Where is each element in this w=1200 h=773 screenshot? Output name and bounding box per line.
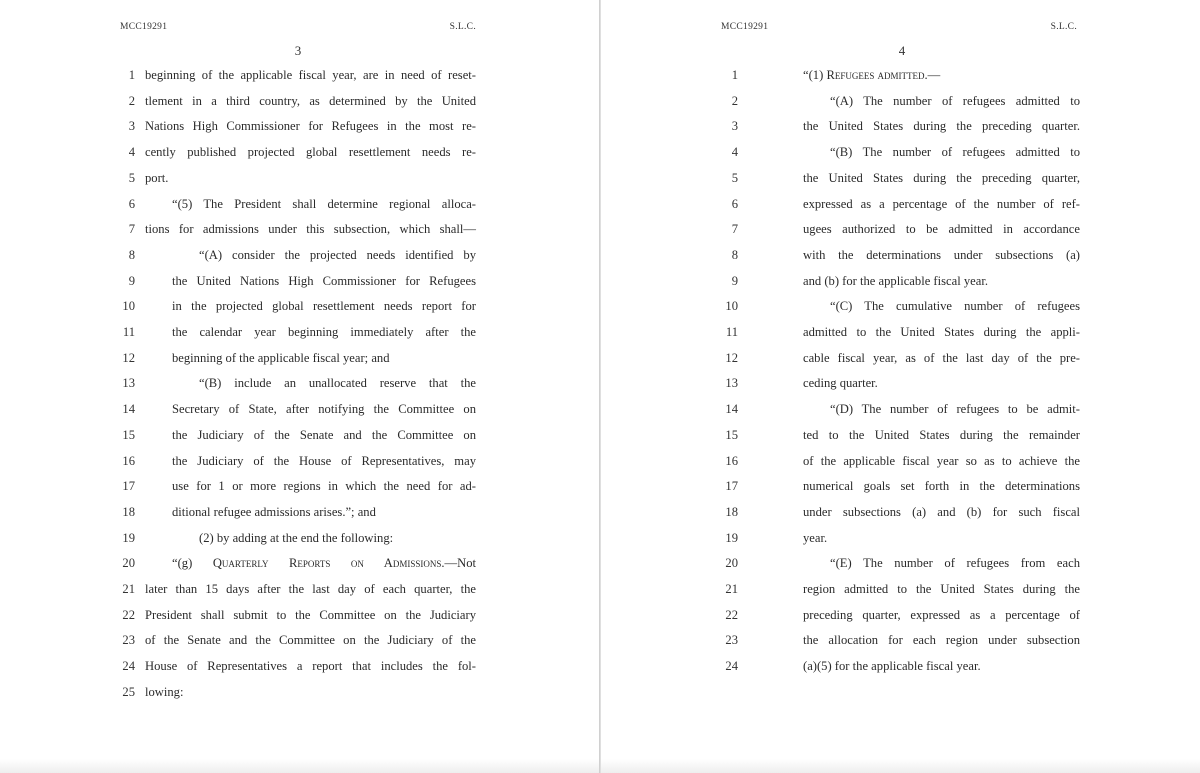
line-text: ceding quarter.	[803, 376, 878, 391]
text-line	[601, 373, 1200, 393]
text-line	[601, 219, 1200, 239]
line-text: tions for admissions under this subsection, which shall—	[145, 222, 476, 237]
line-text: the United States during the preceding quarter.	[803, 119, 1080, 134]
text-line	[0, 65, 599, 85]
line-number: 3	[731, 119, 738, 134]
line-number: 4	[731, 145, 738, 160]
line-text: the allocation for each region under subsection	[803, 633, 1080, 648]
line-number: 19	[725, 530, 738, 545]
page-number: 3	[294, 43, 302, 58]
text-line	[0, 245, 599, 265]
line-number: 4	[128, 145, 135, 160]
line-text: the United States during the preceding quarter,	[803, 170, 1080, 185]
line-text: numerical goals set forth in the determinations	[803, 479, 1080, 494]
text-line	[0, 630, 599, 650]
text-line	[0, 116, 599, 136]
text-line	[601, 656, 1200, 676]
line-text: the calendar year beginning immediately after the	[172, 325, 476, 339]
page-bottom-edge	[601, 759, 1200, 773]
page-number: 4	[898, 43, 906, 58]
line-number: 8	[128, 247, 135, 262]
line-number: 20	[122, 556, 135, 571]
text-line	[0, 322, 599, 342]
line-number: 7	[128, 222, 135, 237]
line-text: lowing:	[145, 684, 184, 699]
line-text: Nations High Commissioner for Refugees in the most re-	[145, 119, 476, 134]
line-text: beginning of the applicable fiscal year; and	[172, 350, 390, 365]
document-page-right	[601, 0, 1200, 773]
line-number: 11	[122, 325, 135, 339]
line-text: ugees authorized to be admitted in accordance	[803, 222, 1080, 237]
line-text: “(E) The number of refugees from each	[830, 556, 1080, 571]
line-number: 18	[725, 504, 738, 519]
text-line	[601, 296, 1200, 316]
line-number: 22	[725, 607, 738, 622]
line-text: of the Senate and the Committee on the Judiciary of the	[145, 633, 476, 648]
line-text: “(A) The number of refugees admitted to	[830, 93, 1080, 108]
line-number: 14	[725, 402, 738, 417]
line-text: of the applicable fiscal year so as to achieve the	[803, 453, 1080, 468]
text-line	[601, 579, 1200, 599]
text-line	[0, 476, 599, 496]
line-text: “(C) The cumulative number of refugees	[830, 299, 1080, 314]
line-number: 2	[128, 93, 135, 108]
slc-header: S.L.C.	[1050, 22, 1077, 32]
text-line	[0, 553, 599, 573]
line-number: 5	[731, 170, 738, 185]
line-number: 19	[122, 530, 135, 545]
line-number: 13	[122, 376, 135, 391]
text-line	[601, 399, 1200, 419]
line-number: 15	[122, 427, 135, 442]
text-line	[601, 116, 1200, 136]
document-id-header: MCC19291	[721, 22, 769, 32]
line-text: ditional refugee admissions arises.”; and	[172, 504, 376, 519]
line-number: 3	[128, 119, 135, 134]
line-text-prefix: “(g)	[172, 556, 213, 571]
line-number: 16	[122, 453, 135, 468]
line-number: 12	[122, 350, 135, 365]
text-line	[601, 168, 1200, 188]
line-text: tlement in a third country, as determined by the United	[145, 93, 476, 108]
line-text: the Judiciary of the Senate and the Committee on	[172, 427, 476, 442]
line-number: 17	[725, 479, 738, 494]
slc-header: S.L.C.	[449, 22, 476, 32]
text-line	[601, 91, 1200, 111]
line-text: admitted to the United States during the appli-	[803, 325, 1080, 339]
line-number: 9	[731, 273, 738, 288]
line-number: 1	[731, 68, 738, 82]
line-number: 20	[725, 556, 738, 571]
line-number: 24	[725, 659, 738, 674]
line-text: preceding quarter, expressed as a percentage of	[803, 607, 1080, 622]
text-line	[601, 65, 1200, 85]
line-text: President shall submit to the Committee on the Judiciary	[145, 607, 476, 622]
line-text: ted to the United States during the remainder	[803, 427, 1080, 442]
text-line	[0, 296, 599, 316]
line-number: 23	[122, 633, 135, 648]
text-line	[0, 528, 599, 548]
line-text: “(A) consider the projected needs identified by	[199, 247, 476, 262]
line-text-rest: .—	[924, 68, 941, 82]
page-bottom-edge	[0, 759, 599, 773]
line-number: 1	[128, 68, 135, 82]
line-text: region admitted to the United States during the	[803, 582, 1080, 596]
line-text: Secretary of State, after notifying the Committee on	[172, 402, 476, 417]
line-number: 23	[725, 633, 738, 648]
text-line	[0, 194, 599, 214]
text-line	[0, 348, 599, 368]
line-text: under subsections (a) and (b) for such fiscal	[803, 504, 1080, 519]
text-line	[601, 245, 1200, 265]
line-number: 15	[725, 427, 738, 442]
line-number: 6	[128, 196, 135, 211]
text-line	[0, 579, 599, 599]
line-number: 11	[725, 325, 738, 339]
line-text: port.	[145, 170, 169, 185]
line-number: 25	[122, 684, 135, 699]
line-text: (a)(5) for the applicable fiscal year.	[803, 659, 981, 674]
line-number: 21	[725, 582, 738, 596]
line-number: 6	[731, 196, 738, 211]
document-id-header: MCC19291	[120, 22, 168, 32]
line-number: 14	[122, 402, 135, 417]
line-number: 17	[122, 479, 135, 494]
line-text: (2) by adding at the end the following:	[199, 530, 394, 545]
line-text	[803, 65, 1080, 85]
text-line	[0, 91, 599, 111]
text-line	[601, 630, 1200, 650]
text-line	[601, 502, 1200, 522]
line-text: use for 1 or more regions in which the need for ad-	[172, 479, 476, 494]
line-number: 18	[122, 504, 135, 519]
text-line	[0, 656, 599, 676]
line-number: 10	[122, 299, 135, 314]
line-number: 10	[725, 299, 738, 314]
line-text: “(B) The number of refugees admitted to	[830, 145, 1080, 160]
text-line	[601, 142, 1200, 162]
line-text: the United Nations High Commissioner for Refugees	[172, 273, 476, 288]
text-line	[0, 271, 599, 291]
line-text: later than 15 days after the last day of each quarter, the	[145, 582, 476, 596]
line-number: 22	[122, 607, 135, 622]
line-text: “(5) The President shall determine regional alloca-	[172, 196, 476, 211]
text-line	[0, 451, 599, 471]
line-number: 7	[731, 222, 738, 237]
section-heading: Refugees admitted	[826, 68, 925, 82]
text-line	[0, 682, 599, 702]
line-text: cently published projected global resettlement needs re-	[145, 145, 476, 160]
line-text-prefix: “(1)	[803, 68, 827, 82]
line-number: 8	[731, 247, 738, 262]
line-text: and (b) for the applicable fiscal year.	[803, 273, 988, 288]
line-number: 9	[128, 273, 135, 288]
text-line	[0, 142, 599, 162]
line-text-rest: .—Not	[441, 556, 476, 571]
line-number: 2	[731, 93, 738, 108]
line-number: 5	[128, 170, 135, 185]
line-number: 12	[725, 350, 738, 365]
text-line	[601, 528, 1200, 548]
line-text: with the determinations under subsections (a)	[803, 247, 1080, 262]
text-line	[601, 348, 1200, 368]
text-line	[0, 373, 599, 393]
line-number: 21	[122, 582, 135, 596]
text-line	[601, 194, 1200, 214]
line-text: expressed as a percentage of the number of ref-	[803, 196, 1080, 211]
text-line	[601, 553, 1200, 573]
text-line	[0, 502, 599, 522]
text-line	[601, 451, 1200, 471]
line-text: House of Representatives a report that includes the fol-	[145, 659, 476, 674]
line-text: the Judiciary of the House of Representatives, may	[172, 453, 476, 468]
line-text: beginning of the applicable fiscal year, are in need of reset-	[145, 68, 476, 82]
line-number: 13	[725, 376, 738, 391]
text-line	[601, 425, 1200, 445]
line-text	[172, 553, 476, 573]
text-line	[601, 605, 1200, 625]
text-line	[601, 476, 1200, 496]
text-line	[0, 168, 599, 188]
line-text: year.	[803, 530, 828, 545]
document-page-left	[0, 0, 599, 773]
line-text: “(B) include an unallocated reserve that the	[199, 376, 476, 391]
section-heading: Quarterly Reports on Admissions	[212, 556, 442, 571]
line-number: 16	[725, 453, 738, 468]
text-line	[0, 399, 599, 419]
line-number: 24	[122, 659, 135, 674]
text-line	[0, 219, 599, 239]
text-line	[0, 425, 599, 445]
text-line	[0, 605, 599, 625]
line-text: “(D) The number of refugees to be admit-	[830, 402, 1080, 417]
text-line	[601, 271, 1200, 291]
line-text: cable fiscal year, as of the last day of the pre-	[803, 350, 1080, 365]
text-line	[601, 322, 1200, 342]
line-text: in the projected global resettlement needs report for	[172, 299, 476, 314]
